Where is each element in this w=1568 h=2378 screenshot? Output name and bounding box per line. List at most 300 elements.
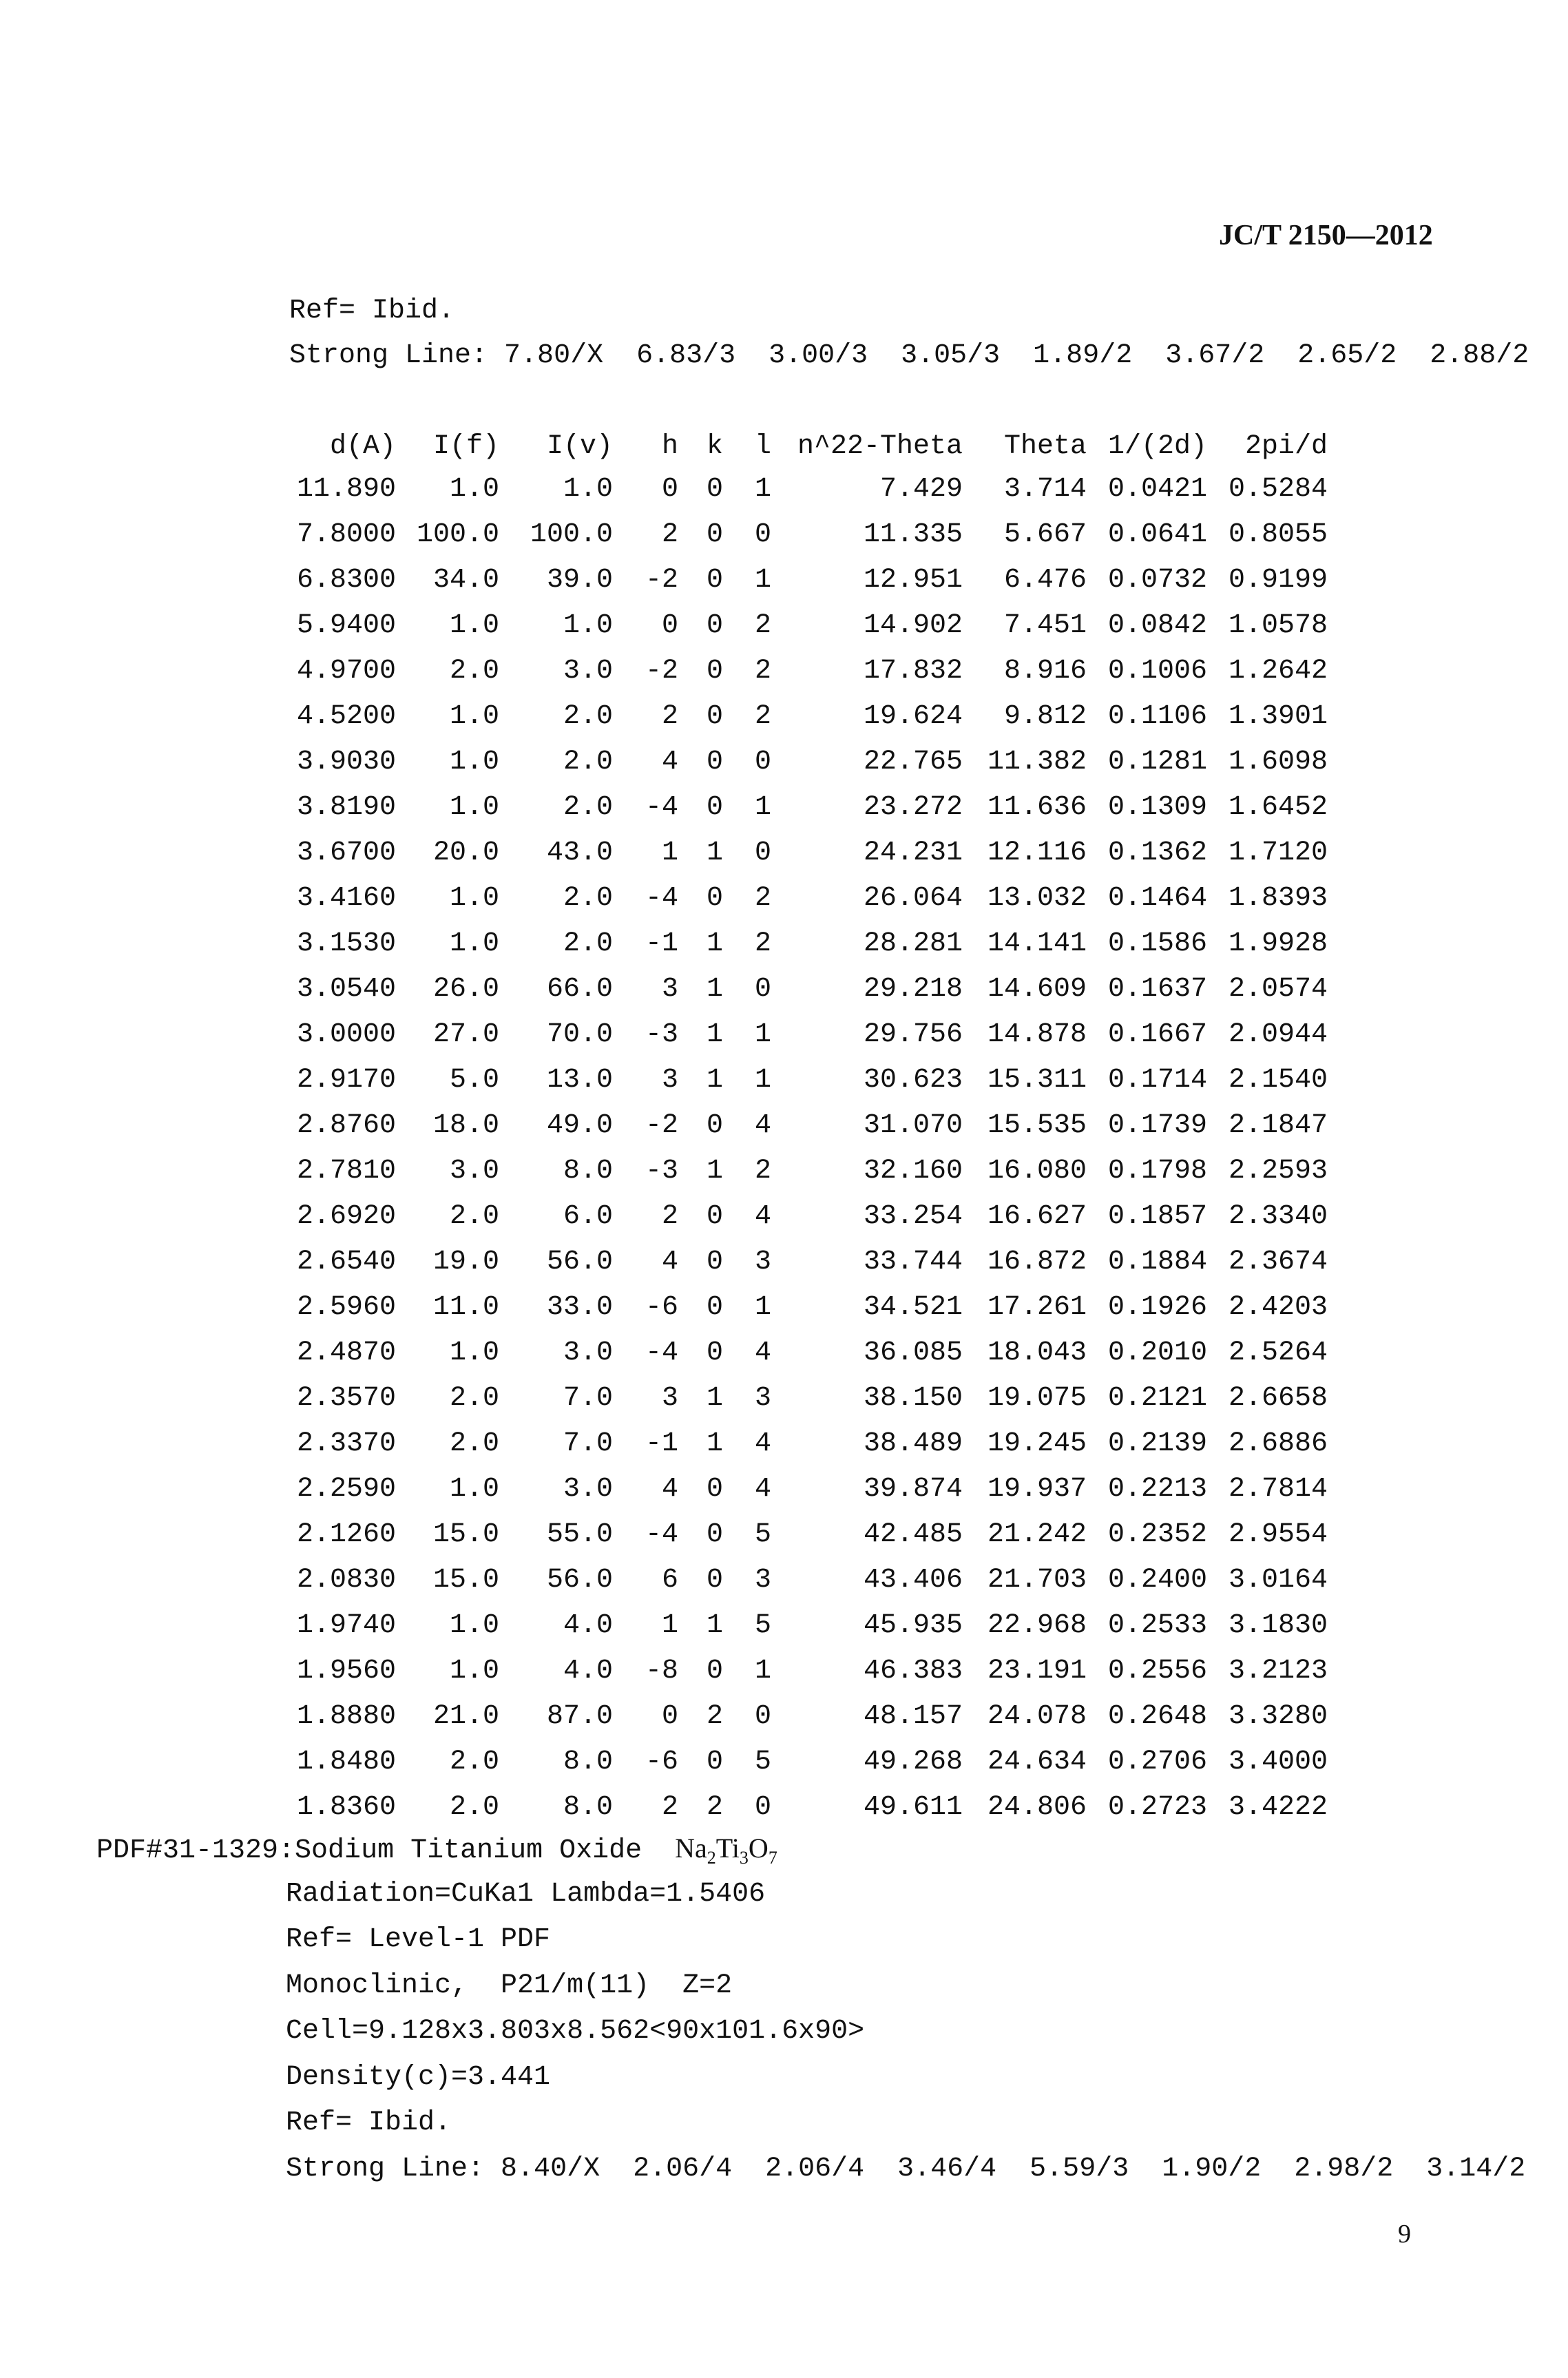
cell-theta: 9.812	[1004, 701, 1087, 732]
cell-if: 1.0	[449, 883, 499, 914]
cell-2pid: 2.2593	[1229, 1156, 1328, 1187]
cell-2theta: 38.150	[864, 1383, 963, 1414]
cell-n2	[771, 1694, 847, 1740]
cell-inv2d: 0.2706	[1108, 1746, 1208, 1777]
cell-n2	[771, 876, 847, 921]
cell-inv2d: 0.1464	[1108, 883, 1208, 914]
cell-inv2d: 0.1006	[1108, 656, 1208, 687]
header-d: d(A)	[329, 431, 396, 462]
chemical-formula	[675, 1833, 777, 1868]
cell-n2	[771, 649, 847, 694]
cell-2pid: 2.1540	[1229, 1065, 1328, 1096]
cell-2pid: 2.7814	[1229, 1474, 1328, 1505]
cell-h: -3	[645, 1019, 678, 1050]
cell-iv: 2.0	[563, 747, 613, 778]
cell-l: 5	[754, 1519, 771, 1550]
cell-k: 0	[706, 883, 723, 914]
table-row	[289, 1512, 1328, 1558]
cell-if: 1.0	[449, 1656, 499, 1687]
cell-inv2d: 0.0732	[1108, 565, 1208, 596]
cell-if: 18.0	[432, 1110, 499, 1141]
cell-k: 1	[706, 837, 723, 868]
cell-inv2d: 0.2121	[1108, 1383, 1208, 1414]
cell-d: 1.8880	[296, 1701, 396, 1732]
cell-theta: 24.634	[987, 1746, 1087, 1777]
cell-h: -2	[645, 1110, 678, 1141]
cell-if: 1.0	[449, 701, 499, 732]
cell-2theta: 12.951	[864, 565, 963, 596]
cell-l: 4	[754, 1110, 771, 1141]
cell-n2	[771, 558, 847, 603]
cell-iv: 49.0	[546, 1110, 613, 1141]
cell-d: 3.0540	[296, 974, 396, 1005]
cell-l: 2	[754, 610, 771, 641]
cell-theta: 14.878	[987, 1019, 1087, 1050]
cell-inv2d: 0.0842	[1108, 610, 1208, 641]
cell-inv2d: 0.2352	[1108, 1519, 1208, 1550]
entry2-system: Monoclinic, P21/m(11) Z=2	[286, 1970, 733, 2001]
cell-l: 5	[754, 1746, 771, 1777]
cell-k: 1	[706, 928, 723, 959]
cell-iv: 1.0	[563, 474, 613, 505]
cell-if: 27.0	[432, 1019, 499, 1050]
cell-h: -4	[645, 883, 678, 914]
cell-iv: 8.0	[563, 1792, 613, 1823]
cell-d: 6.8300	[296, 565, 396, 596]
cell-2pid: 0.5284	[1229, 474, 1328, 505]
cell-2pid: 2.1847	[1229, 1110, 1328, 1141]
cell-iv: 87.0	[546, 1701, 613, 1732]
entry2-cell: Cell=9.128x3.803x8.562<90x101.6x90>	[286, 2016, 865, 2047]
cell-2pid: 2.0944	[1229, 1019, 1328, 1050]
cell-theta: 15.535	[987, 1110, 1087, 1141]
cell-l: 4	[754, 1474, 771, 1505]
cell-2pid: 0.9199	[1229, 565, 1328, 596]
cell-h: 2	[661, 701, 678, 732]
formula-o: O	[748, 1833, 769, 1864]
cell-2pid: 1.9928	[1229, 928, 1328, 959]
cell-inv2d: 0.2556	[1108, 1656, 1208, 1687]
cell-if: 11.0	[432, 1292, 499, 1323]
cell-2theta: 43.406	[864, 1565, 963, 1596]
cell-iv: 70.0	[546, 1019, 613, 1050]
table-row	[289, 1785, 1328, 1831]
cell-inv2d: 0.1586	[1108, 928, 1208, 959]
cell-theta: 8.916	[1004, 656, 1087, 687]
cell-iv: 3.0	[563, 1474, 613, 1505]
cell-if: 5.0	[449, 1065, 499, 1096]
cell-n2	[771, 1285, 847, 1331]
cell-inv2d: 0.2533	[1108, 1610, 1208, 1641]
cell-h: -6	[645, 1746, 678, 1777]
cell-theta: 22.968	[987, 1610, 1087, 1641]
cell-k: 0	[706, 1110, 723, 1141]
cell-iv: 4.0	[563, 1656, 613, 1687]
cell-if: 26.0	[432, 974, 499, 1005]
entry2-density: Density(c)=3.441	[286, 2062, 551, 2093]
cell-k: 0	[706, 1201, 723, 1232]
cell-2pid: 3.4222	[1229, 1792, 1328, 1823]
cell-n2	[771, 921, 847, 967]
cell-h: 0	[661, 474, 678, 505]
table-row	[289, 1149, 1328, 1194]
cell-2theta: 24.231	[864, 837, 963, 868]
cell-2theta: 22.765	[864, 747, 963, 778]
cell-h: 1	[661, 1610, 678, 1641]
header-2pid: 2pi/d	[1245, 431, 1328, 462]
cell-inv2d: 0.2213	[1108, 1474, 1208, 1505]
cell-k: 1	[706, 1383, 723, 1414]
cell-theta: 5.667	[1004, 519, 1087, 550]
cell-if: 1.0	[449, 1610, 499, 1641]
cell-d: 7.8000	[296, 519, 396, 550]
cell-iv: 56.0	[546, 1565, 613, 1596]
cell-inv2d: 0.1857	[1108, 1201, 1208, 1232]
table-row	[289, 1649, 1328, 1694]
cell-n2	[771, 1149, 847, 1194]
cell-2theta: 32.160	[864, 1156, 963, 1187]
cell-h: 2	[661, 1792, 678, 1823]
cell-iv: 8.0	[563, 1746, 613, 1777]
cell-k: 0	[706, 1337, 723, 1368]
cell-if: 19.0	[432, 1247, 499, 1277]
cell-n2	[771, 740, 847, 785]
cell-l: 3	[754, 1565, 771, 1596]
cell-2theta: 34.521	[864, 1292, 963, 1323]
cell-d: 2.0830	[296, 1565, 396, 1596]
cell-k: 0	[706, 701, 723, 732]
table-row	[289, 1285, 1328, 1331]
cell-d: 5.9400	[296, 610, 396, 641]
page-number: 9	[1398, 2220, 1411, 2249]
cell-k: 2	[706, 1701, 723, 1732]
cell-theta: 17.261	[987, 1292, 1087, 1323]
cell-n2	[771, 1740, 847, 1785]
cell-2pid: 1.8393	[1229, 883, 1328, 914]
cell-iv: 2.0	[563, 883, 613, 914]
cell-if: 1.0	[449, 1337, 499, 1368]
cell-theta: 12.116	[987, 837, 1087, 868]
cell-inv2d: 0.1798	[1108, 1156, 1208, 1187]
cell-2theta: 38.489	[864, 1428, 963, 1459]
cell-l: 1	[754, 792, 771, 823]
cell-l: 0	[754, 837, 771, 868]
cell-2theta: 11.335	[864, 519, 963, 550]
cell-if: 2.0	[449, 1201, 499, 1232]
cell-inv2d: 0.0421	[1108, 474, 1208, 505]
cell-k: 0	[706, 1746, 723, 1777]
cell-2pid: 3.1830	[1229, 1610, 1328, 1641]
cell-d: 2.3570	[296, 1383, 396, 1414]
cell-k: 0	[706, 519, 723, 550]
cell-2pid: 2.3674	[1229, 1247, 1328, 1277]
cell-d: 3.6700	[296, 837, 396, 868]
cell-iv: 33.0	[546, 1292, 613, 1323]
cell-2theta: 42.485	[864, 1519, 963, 1550]
cell-h: 4	[661, 1474, 678, 1505]
cell-n2	[771, 1421, 847, 1467]
cell-h: 1	[661, 837, 678, 868]
cell-k: 0	[706, 1656, 723, 1687]
cell-iv: 8.0	[563, 1156, 613, 1187]
cell-k: 0	[706, 565, 723, 596]
cell-2pid: 3.3280	[1229, 1701, 1328, 1732]
table-row	[289, 1331, 1328, 1376]
entry1-strong-line: Strong Line: 7.80/X 6.83/3 3.00/3 3.05/3 1.89/2 3.67/2 2.65/2 2.88/2	[289, 340, 1529, 371]
table-row	[289, 967, 1328, 1012]
cell-n2	[771, 1603, 847, 1649]
cell-n2	[771, 1376, 847, 1421]
cell-l: 0	[754, 1792, 771, 1823]
cell-theta: 11.382	[987, 747, 1087, 778]
cell-n2	[771, 1558, 847, 1603]
cell-d: 3.0000	[296, 1019, 396, 1050]
cell-k: 1	[706, 974, 723, 1005]
cell-d: 2.8760	[296, 1110, 396, 1141]
cell-theta: 13.032	[987, 883, 1087, 914]
cell-n2	[771, 512, 847, 558]
cell-l: 0	[754, 1701, 771, 1732]
entry2-pdf-prefix: PDF#31-1329:Sodium Titanium Oxide	[96, 1835, 676, 1866]
cell-h: 2	[661, 1201, 678, 1232]
cell-iv: 7.0	[563, 1383, 613, 1414]
cell-2theta: 7.429	[880, 474, 963, 505]
cell-k: 0	[706, 1292, 723, 1323]
cell-2theta: 33.744	[864, 1247, 963, 1277]
cell-2pid: 2.5264	[1229, 1337, 1328, 1368]
cell-l: 4	[754, 1337, 771, 1368]
cell-2theta: 46.383	[864, 1656, 963, 1687]
entry2-radiation: Radiation=CuKa1 Lambda=1.5406	[286, 1879, 766, 1910]
cell-theta: 16.080	[987, 1156, 1087, 1187]
cell-l: 5	[754, 1610, 771, 1641]
cell-d: 3.1530	[296, 928, 396, 959]
table-row	[289, 740, 1328, 785]
cell-2pid: 2.6658	[1229, 1383, 1328, 1414]
cell-2theta: 31.070	[864, 1110, 963, 1141]
cell-l: 0	[754, 747, 771, 778]
cell-d: 3.4160	[296, 883, 396, 914]
cell-n2	[771, 1240, 847, 1285]
cell-k: 1	[706, 1428, 723, 1459]
cell-2theta: 45.935	[864, 1610, 963, 1641]
formula-na-sub: 2	[707, 1848, 716, 1868]
table-row	[289, 876, 1328, 921]
header-if: I(f)	[432, 431, 499, 462]
table-row	[289, 1194, 1328, 1240]
cell-d: 1.9560	[296, 1656, 396, 1687]
cell-2theta: 49.268	[864, 1746, 963, 1777]
cell-n2	[771, 467, 847, 512]
cell-2theta: 19.624	[864, 701, 963, 732]
cell-d: 2.4870	[296, 1337, 396, 1368]
cell-2theta: 36.085	[864, 1337, 963, 1368]
cell-l: 4	[754, 1428, 771, 1459]
cell-theta: 18.043	[987, 1337, 1087, 1368]
cell-2pid: 1.6098	[1229, 747, 1328, 778]
cell-k: 0	[706, 747, 723, 778]
cell-inv2d: 0.1739	[1108, 1110, 1208, 1141]
cell-l: 1	[754, 1065, 771, 1096]
cell-iv: 43.0	[546, 837, 613, 868]
cell-theta: 19.245	[987, 1428, 1087, 1459]
cell-n2	[771, 1785, 847, 1831]
table-row	[289, 1103, 1328, 1149]
cell-if: 2.0	[449, 656, 499, 687]
cell-2theta: 26.064	[864, 883, 963, 914]
cell-iv: 6.0	[563, 1201, 613, 1232]
table-row	[289, 467, 1328, 512]
table-row	[289, 1421, 1328, 1467]
entry2-ref-a: Ref= Level-1 PDF	[286, 1924, 551, 1955]
cell-2pid: 2.4203	[1229, 1292, 1328, 1323]
cell-n2	[771, 1012, 847, 1058]
cell-2theta: 14.902	[864, 610, 963, 641]
cell-k: 0	[706, 474, 723, 505]
cell-theta: 24.806	[987, 1792, 1087, 1823]
cell-iv: 2.0	[563, 792, 613, 823]
cell-h: 3	[661, 974, 678, 1005]
cell-d: 2.5960	[296, 1292, 396, 1323]
cell-iv: 39.0	[546, 565, 613, 596]
cell-2theta: 29.218	[864, 974, 963, 1005]
table-row	[289, 1558, 1328, 1603]
table-row	[289, 1376, 1328, 1421]
cell-h: -1	[645, 928, 678, 959]
header-l: l	[754, 431, 771, 462]
cell-d: 1.8360	[296, 1792, 396, 1823]
entry2-strong-line: Strong Line: 8.40/X 2.06/4 2.06/4 3.46/4 5.59/3 1.90/2 2.98/2 3.14/2	[286, 2153, 1526, 2184]
cell-inv2d: 0.1362	[1108, 837, 1208, 868]
header-theta: Theta	[1004, 431, 1087, 462]
cell-d: 4.9700	[296, 656, 396, 687]
cell-iv: 3.0	[563, 656, 613, 687]
cell-theta: 16.627	[987, 1201, 1087, 1232]
cell-2pid: 2.3340	[1229, 1201, 1328, 1232]
cell-iv: 1.0	[563, 610, 613, 641]
cell-iv: 2.0	[563, 701, 613, 732]
cell-h: -4	[645, 1337, 678, 1368]
table-row	[289, 785, 1328, 831]
cell-theta: 19.937	[987, 1474, 1087, 1505]
cell-k: 0	[706, 610, 723, 641]
cell-n2	[771, 1194, 847, 1240]
cell-inv2d: 0.1309	[1108, 792, 1208, 823]
entry2-pdf-title	[96, 1832, 777, 1875]
table-row	[289, 1467, 1328, 1512]
cell-k: 0	[706, 656, 723, 687]
cell-h: 2	[661, 519, 678, 550]
cell-2theta: 29.756	[864, 1019, 963, 1050]
cell-2pid: 2.6886	[1229, 1428, 1328, 1459]
header-h: h	[661, 431, 678, 462]
cell-2theta: 49.611	[864, 1792, 963, 1823]
table-row	[289, 649, 1328, 694]
cell-2theta: 28.281	[864, 928, 963, 959]
cell-d: 4.5200	[296, 701, 396, 732]
cell-d: 2.1260	[296, 1519, 396, 1550]
cell-k: 0	[706, 1519, 723, 1550]
cell-h: -6	[645, 1292, 678, 1323]
cell-inv2d: 0.1281	[1108, 747, 1208, 778]
cell-h: -8	[645, 1656, 678, 1687]
cell-2theta: 23.272	[864, 792, 963, 823]
cell-l: 3	[754, 1383, 771, 1414]
cell-d: 11.890	[296, 474, 396, 505]
cell-h: 6	[661, 1565, 678, 1596]
cell-theta: 15.311	[987, 1065, 1087, 1096]
cell-h: -4	[645, 792, 678, 823]
cell-iv: 7.0	[563, 1428, 613, 1459]
cell-2pid: 3.2123	[1229, 1656, 1328, 1687]
cell-if: 1.0	[449, 474, 499, 505]
cell-l: 1	[754, 474, 771, 505]
cell-theta: 21.703	[987, 1565, 1087, 1596]
cell-2theta: 17.832	[864, 656, 963, 687]
cell-theta: 11.636	[987, 792, 1087, 823]
cell-d: 2.9170	[296, 1065, 396, 1096]
cell-k: 2	[706, 1792, 723, 1823]
cell-d: 2.7810	[296, 1156, 396, 1187]
cell-n2	[771, 1331, 847, 1376]
cell-n2	[771, 831, 847, 876]
cell-inv2d: 0.2648	[1108, 1701, 1208, 1732]
cell-n2	[771, 785, 847, 831]
cell-iv: 3.0	[563, 1337, 613, 1368]
cell-k: 1	[706, 1156, 723, 1187]
cell-d: 1.8480	[296, 1746, 396, 1777]
cell-h: -2	[645, 565, 678, 596]
cell-2pid: 1.3901	[1229, 701, 1328, 732]
cell-2pid: 2.0574	[1229, 974, 1328, 1005]
cell-k: 0	[706, 1565, 723, 1596]
table-row	[289, 1012, 1328, 1058]
cell-if: 15.0	[432, 1519, 499, 1550]
cell-k: 0	[706, 792, 723, 823]
cell-if: 1.0	[449, 928, 499, 959]
cell-n2	[771, 1512, 847, 1558]
cell-l: 1	[754, 1656, 771, 1687]
cell-l: 0	[754, 974, 771, 1005]
cell-2pid: 0.8055	[1229, 519, 1328, 550]
cell-h: 0	[661, 610, 678, 641]
cell-l: 0	[754, 519, 771, 550]
table-row	[289, 1694, 1328, 1740]
cell-d: 2.6540	[296, 1247, 396, 1277]
cell-h: -3	[645, 1156, 678, 1187]
cell-if: 34.0	[432, 565, 499, 596]
table-row	[289, 831, 1328, 876]
cell-iv: 56.0	[546, 1247, 613, 1277]
cell-n2	[771, 1058, 847, 1103]
cell-n2	[771, 603, 847, 649]
cell-2pid: 1.6452	[1229, 792, 1328, 823]
table-row	[289, 603, 1328, 649]
cell-2pid: 1.2642	[1229, 656, 1328, 687]
cell-k: 0	[706, 1474, 723, 1505]
entry1-ref: Ref= Ibid.	[289, 295, 455, 326]
cell-h: 4	[661, 747, 678, 778]
cell-l: 1	[754, 1292, 771, 1323]
cell-h: 4	[661, 1247, 678, 1277]
cell-2theta: 39.874	[864, 1474, 963, 1505]
cell-l: 4	[754, 1201, 771, 1232]
cell-inv2d: 0.0641	[1108, 519, 1208, 550]
table-row	[289, 1240, 1328, 1285]
table-row	[289, 921, 1328, 967]
cell-if: 2.0	[449, 1792, 499, 1823]
cell-theta: 24.078	[987, 1701, 1087, 1732]
